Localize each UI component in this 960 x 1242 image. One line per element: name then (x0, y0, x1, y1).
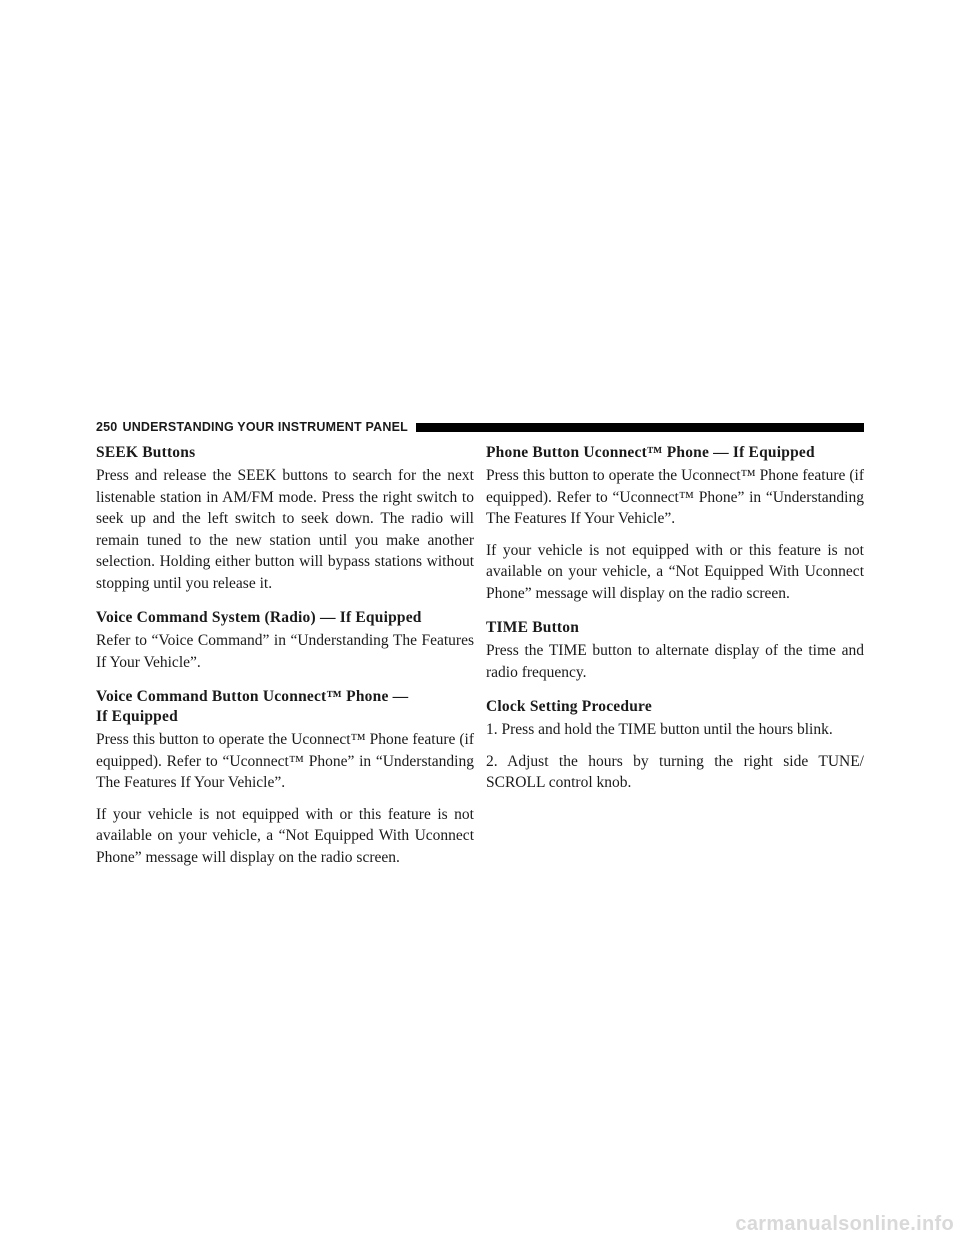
clock-setting-step-1: 1. Press and hold the TIME button until the hours blink. (486, 721, 833, 738)
page-number: 250 (96, 420, 118, 434)
phone-button-body-1: Press this button to operate the Uconnect™ Phone feature (if equipped). Refer to “Uconnect™ Phone” in “Understanding The Features If Your Vehicle”. (486, 467, 864, 527)
clock-setting-section (486, 697, 864, 794)
seek-buttons-section (96, 443, 474, 594)
clock-setting-step-2: 2. Adjust the hours by turning the right side TUNE/ SCROLL control knob. (486, 752, 864, 791)
seek-buttons-heading: SEEK Buttons (96, 444, 196, 461)
clock-setting-heading: Clock Setting Procedure (486, 698, 652, 715)
left-column (96, 443, 474, 878)
time-button-heading: TIME Button (486, 619, 580, 636)
phone-button-section (486, 443, 864, 604)
voice-command-button-heading (96, 687, 474, 727)
voice-command-system-heading: Voice Command System (Radio) — If Equipped (96, 609, 422, 626)
right-column (486, 443, 864, 804)
time-button-body: Press the TIME button to alternate display of the time and radio frequency. (486, 642, 864, 681)
voice-command-button-section (96, 687, 474, 868)
header-rule (416, 423, 864, 432)
phone-button-heading: Phone Button Uconnect™ Phone — If Equipped (486, 444, 815, 461)
voice-command-button-heading-line1: Voice Command Button Uconnect™ Phone — (96, 688, 409, 705)
voice-command-button-heading-line2: If Equipped (96, 708, 178, 725)
watermark: carmanualsonline.info (735, 1213, 954, 1235)
phone-button-body-2: If your vehicle is not equipped with or this feature is not available on your vehicle, a “Not Equipped With Uconnect Phone” message will display on the radio screen. (486, 541, 864, 602)
voice-command-button-body-2: If your vehicle is not equipped with or this feature is not available on your vehicle, a “Not Equipped With Uconnect Phone” message will display on the radio screen. (96, 805, 474, 866)
voice-command-system-section (96, 608, 474, 673)
seek-buttons-body: Press and release the SEEK buttons to search for the next listenable station in AM/FM mode. Press the right switch to seek up and the left switch to seek down. The radio will remain tuned to the new station until you make another selection. Holding either button will bypass stations without stopping until you release it. (96, 467, 474, 592)
voice-command-system-body: Refer to “Voice Command” in “Understanding The Features If Your Vehicle”. (96, 632, 474, 671)
time-button-section (486, 618, 864, 683)
voice-command-button-body-1: Press this button to operate the Uconnect™ Phone feature (if equipped). Refer to “Uconnect™ Phone” in “Understanding The Features If Your Vehicle”. (96, 731, 474, 791)
section-title: UNDERSTANDING YOUR INSTRUMENT PANEL (122, 420, 408, 434)
page-header (96, 418, 864, 436)
